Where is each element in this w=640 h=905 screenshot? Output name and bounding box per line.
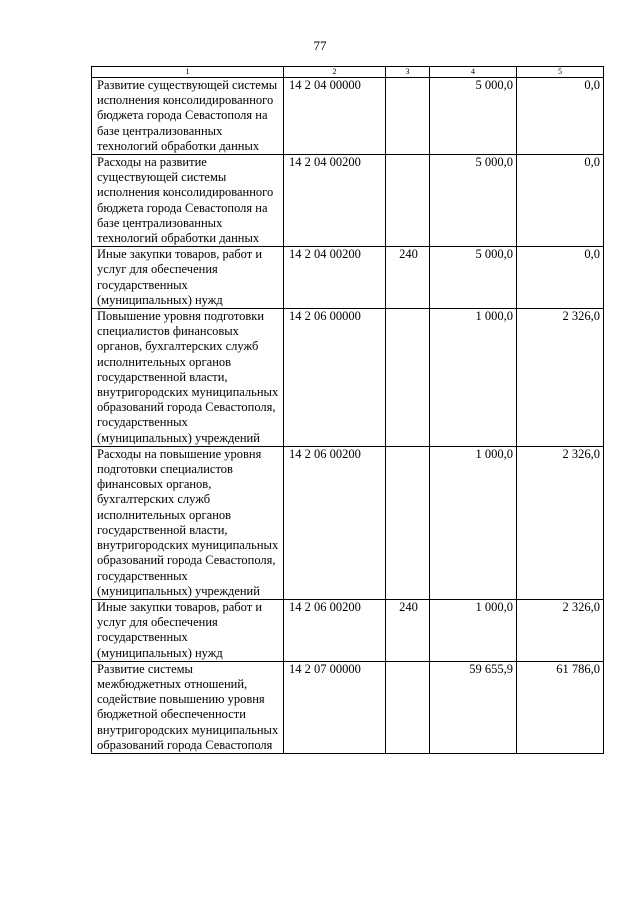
expense-type: 240: [386, 247, 430, 309]
expense-name: Развитие существующей системы исполнения консолидированного бюджета города Севастополя на базе централизованных технологий обработки данных: [92, 78, 284, 155]
expense-name: Развитие системы межбюджетных отношений, содействие повышению уровня бюджетной обеспеченности внутригородских муниципальных образований города Севастополя: [92, 661, 284, 753]
column-number-5: 5: [517, 67, 604, 78]
table-row: [92, 247, 604, 309]
table-row: [92, 309, 604, 447]
target-code: 14 2 04 00000: [284, 78, 386, 155]
expense-name: Иные закупки товаров, работ и услуг для обеспечения государственных (муниципальных) нужд: [92, 599, 284, 661]
expense-name: Расходы на развитие существующей системы исполнения консолидированного бюджета города Севастополя на базе централизованных технологий обработки данных: [92, 155, 284, 247]
target-code: 14 2 06 00200: [284, 599, 386, 661]
expense-type: [386, 155, 430, 247]
budget-table: [91, 66, 604, 754]
column-number-2: 2: [284, 67, 386, 78]
expense-name: Расходы на повышение уровня подготовки специалистов финансовых органов, бухгалтерских служб исполнительных органов государственной власти, внутригородских муниципальных образований города Севастополя, государственных (муниципальных) учреждений: [92, 446, 284, 599]
target-code: 14 2 06 00000: [284, 309, 386, 447]
amount-col5: 2 326,0: [517, 446, 604, 599]
expense-name: Иные закупки товаров, работ и услуг для обеспечения государственных (муниципальных) нужд: [92, 247, 284, 309]
expense-type: [386, 78, 430, 155]
amount-col5: 2 326,0: [517, 599, 604, 661]
expense-type: [386, 446, 430, 599]
target-code: 14 2 07 00000: [284, 661, 386, 753]
amount-col5: 2 326,0: [517, 309, 604, 447]
table-row: [92, 599, 604, 661]
expense-type: [386, 309, 430, 447]
table-row: [92, 661, 604, 753]
table-row: [92, 446, 604, 599]
amount-col4: 1 000,0: [430, 599, 517, 661]
expense-type: [386, 661, 430, 753]
target-code: 14 2 06 00200: [284, 446, 386, 599]
amount-col4: 5 000,0: [430, 247, 517, 309]
amount-col4: 1 000,0: [430, 309, 517, 447]
target-code: 14 2 04 00200: [284, 155, 386, 247]
amount-col4: 5 000,0: [430, 155, 517, 247]
expense-name: Повышение уровня подготовки специалистов финансовых органов, бухгалтерских служб исполнительных органов государственной власти, внутригородских муниципальных образований города Севастополя, государственных (муниципальных) учреждений: [92, 309, 284, 447]
amount-col5: 0,0: [517, 247, 604, 309]
column-number-3: 3: [386, 67, 430, 78]
page-number: 77: [313, 38, 327, 53]
column-number-1: 1: [92, 67, 284, 78]
amount-col5: 0,0: [517, 78, 604, 155]
amount-col4: 59 655,9: [430, 661, 517, 753]
amount-col5: 0,0: [517, 155, 604, 247]
amount-col4: 5 000,0: [430, 78, 517, 155]
amount-col5: 61 786,0: [517, 661, 604, 753]
column-number-4: 4: [430, 67, 517, 78]
amount-col4: 1 000,0: [430, 446, 517, 599]
table-row: [92, 155, 604, 247]
target-code: 14 2 04 00200: [284, 247, 386, 309]
table-row: [92, 78, 604, 155]
expense-type: 240: [386, 599, 430, 661]
column-number-row: [92, 67, 604, 78]
